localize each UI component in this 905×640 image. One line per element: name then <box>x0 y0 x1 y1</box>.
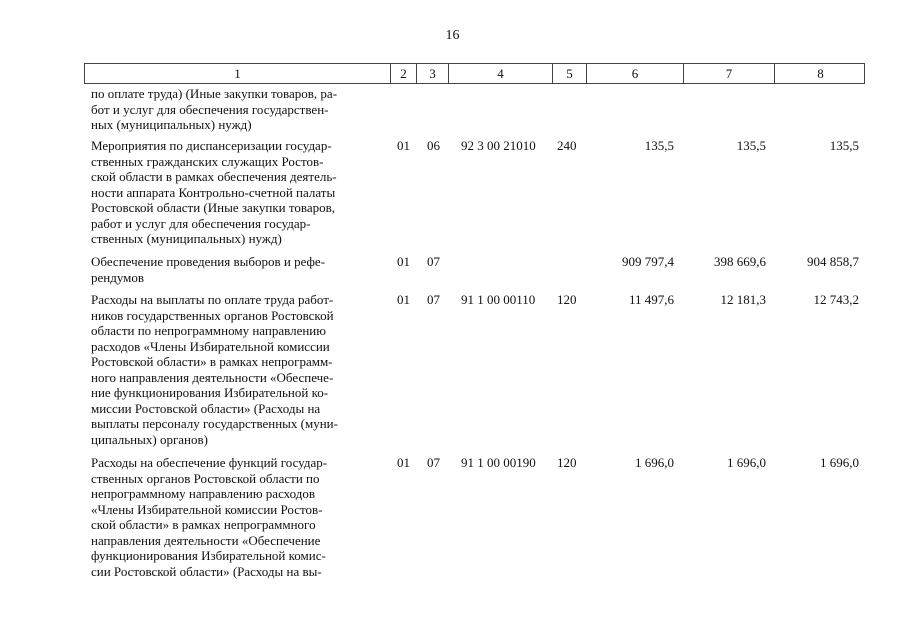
description-line: миссии Ростовской области» (Расходы на <box>91 400 321 416</box>
amount-year-1: 11 497,6 <box>628 292 674 307</box>
row-description <box>91 86 385 133</box>
description-line: ственных (муниципальных) нужд) <box>91 231 282 246</box>
description-line: ципальных) органов) <box>91 431 208 447</box>
row-description <box>91 455 385 579</box>
target-article-code: 92 3 00 21010 <box>461 138 536 153</box>
target-article-code: 91 1 00 00110 <box>461 292 536 307</box>
expense-type-code: 120 <box>557 292 577 307</box>
description-line: ственных органов Ростовской области по <box>91 470 320 486</box>
section-code: 01 <box>397 292 410 307</box>
amount-year-2: 12 181,3 <box>720 292 766 307</box>
header-col-8: 8 <box>774 64 866 83</box>
description-line: ности аппарата Контрольно-счетной палаты <box>91 184 336 200</box>
description-line: области по непрограммному направлению <box>91 323 326 338</box>
description-line: ние функционирования Избирательной ко- <box>91 385 329 400</box>
description-line: ской области» в рамках непрограммного <box>91 517 316 532</box>
amount-year-2: 1 696,0 <box>727 455 766 470</box>
row-description <box>91 254 385 285</box>
page-number: 16 <box>445 28 460 43</box>
amount-year-1: 909 797,4 <box>622 254 674 269</box>
header-col-2: 2 <box>390 64 416 83</box>
amount-year-2: 398 669,6 <box>714 254 766 269</box>
header-col-1: 1 <box>234 66 241 81</box>
description-line: направления деятельности «Обеспечение <box>91 532 321 548</box>
subsection-code: 07 <box>427 455 440 470</box>
description-line: по оплате труда) (Иные закупки товаров, ра- <box>91 86 338 101</box>
amount-year-3: 135,5 <box>829 138 859 153</box>
description-line: ного направления деятельности «Обеспече- <box>91 369 334 385</box>
description-line: сии Ростовской области» (Расходы на вы- <box>91 563 322 579</box>
description-line: ственных гражданских служащих Ростов- <box>91 153 324 169</box>
subsection-code: 06 <box>427 138 440 153</box>
description-line: Обеспечение проведения выборов и рефе- <box>91 254 326 269</box>
description-line: Мероприятия по диспансеризации государ- <box>91 138 332 153</box>
section-code: 01 <box>397 455 410 470</box>
description-line: выплаты персоналу государственных (муни- <box>91 416 338 431</box>
target-article-code: 91 1 00 00190 <box>461 455 536 470</box>
header-col-3: 3 <box>416 64 448 83</box>
subsection-code: 07 <box>427 254 440 269</box>
description-line: ных (муниципальных) нужд) <box>91 117 252 132</box>
amount-year-3: 1 696,0 <box>820 455 859 470</box>
header-col-7: 7 <box>683 64 774 83</box>
amount-year-3: 904 858,7 <box>807 254 859 269</box>
amount-year-1: 135,5 <box>644 138 674 153</box>
row-description <box>91 138 385 247</box>
description-line: ской области в рамках обеспечения деятель- <box>91 169 337 184</box>
row-description <box>91 292 385 447</box>
description-line: рендумов <box>91 269 145 285</box>
description-line: непрограммному направлению расходов <box>91 486 316 501</box>
description-line: Ростовской области (Иные закупки товаров, <box>91 200 335 215</box>
header-col-5: 5 <box>552 64 586 83</box>
header-col-4: 4 <box>448 64 552 83</box>
description-line: бот и услуг для обеспечения государствен- <box>91 101 329 117</box>
description-line: Расходы на выплаты по оплате труда работ- <box>91 292 334 307</box>
section-code: 01 <box>397 254 410 269</box>
amount-year-3: 12 743,2 <box>813 292 859 307</box>
table-header <box>84 63 865 84</box>
expense-type-code: 120 <box>557 455 577 470</box>
amount-year-2: 135,5 <box>736 138 766 153</box>
section-code: 01 <box>397 138 410 153</box>
description-line: Расходы на обеспечение функций государ- <box>91 455 328 470</box>
amount-year-1: 1 696,0 <box>635 455 674 470</box>
description-line: расходов «Члены Избирательной комиссии <box>91 338 330 354</box>
description-line: ников государственных органов Ростовской <box>91 307 334 323</box>
subsection-code: 07 <box>427 292 440 307</box>
description-line: работ и услуг для обеспечения государ- <box>91 215 311 231</box>
description-line: функционирования Избирательной комис- <box>91 548 326 563</box>
header-col-6: 6 <box>586 64 683 83</box>
description-line: Ростовской области» в рамках непрограмм- <box>91 354 333 369</box>
expense-type-code: 240 <box>557 138 577 153</box>
description-line: «Члены Избирательной комиссии Ростов- <box>91 501 323 517</box>
